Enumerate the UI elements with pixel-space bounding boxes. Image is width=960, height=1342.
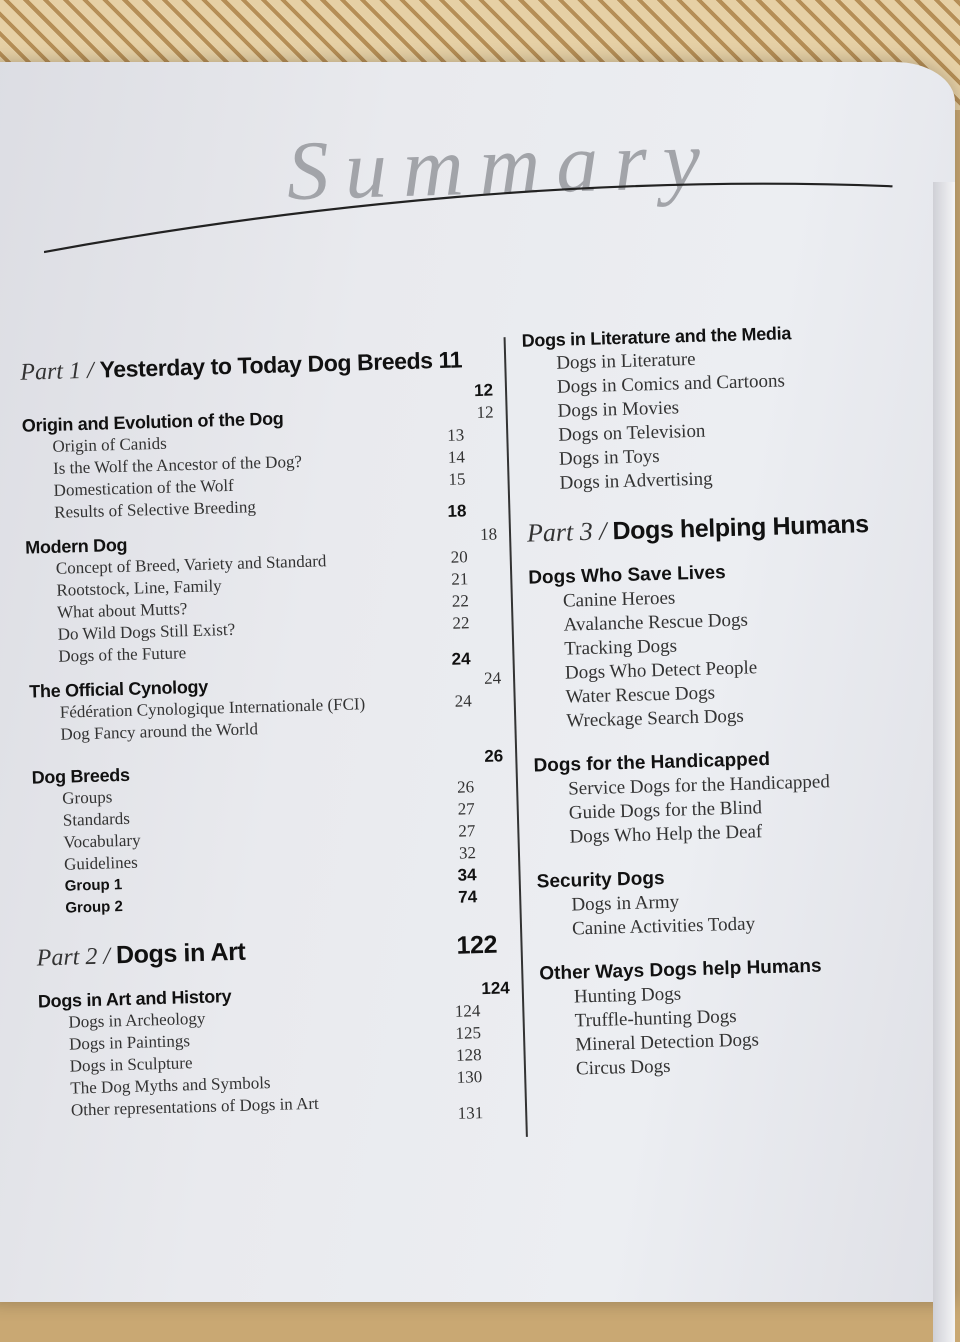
page-title: Summary (285, 113, 718, 219)
section-title: Dogs Who Save Lives (527, 562, 726, 589)
item-label: Dogs in Comics and Cartoons (556, 370, 786, 398)
item-page: 124 (454, 1001, 481, 1021)
section-title: Modern Dog (24, 534, 128, 558)
part-1-prefix: Part 1 / (19, 357, 95, 386)
section-page: 26 (484, 746, 504, 766)
section-page: 12 (473, 380, 494, 401)
item-label: Dogs in Army (571, 891, 680, 916)
item-label: Dogs on Television (558, 420, 706, 446)
section-title: Other Ways Dogs help Humans (539, 955, 822, 985)
item-page: 27 (457, 799, 475, 819)
item-label: Dogs in Literature (556, 348, 696, 374)
item-page: 130 (456, 1067, 483, 1087)
part-1-title: Yesterday to Today Dog Breeds (99, 347, 433, 383)
item-label: What about Mutts? (56, 599, 188, 622)
item-label: Other representations of Dogs in Art (70, 1093, 320, 1120)
item-label: Canine Heroes (562, 587, 676, 612)
item-label: Dogs in Movies (557, 397, 680, 422)
item-label: Tracking Dogs (563, 635, 678, 660)
section-page: 24 (451, 649, 471, 669)
item-page: 24 (483, 668, 502, 688)
item-page: 125 (455, 1023, 482, 1043)
item-label: Vocabulary (63, 830, 141, 852)
group-label: Group 2 (65, 898, 124, 917)
title-swoosh (42, 148, 904, 262)
section-page: 18 (447, 501, 467, 521)
item-page: 21 (451, 569, 469, 589)
section-title: Origin and Evolution of the Dog (21, 408, 284, 436)
item-label: Dogs in Paintings (68, 1031, 191, 1054)
section-title: Dogs in Art and History (37, 986, 232, 1012)
item-label: Domestication of the Wolf (53, 475, 234, 500)
item-label: Dog Fancy around the World (60, 719, 259, 744)
group-label: Group 1 (64, 876, 123, 895)
part-3-title: Dogs helping Humans (612, 510, 870, 546)
item-label: Fédération Cynologique Internationale (FCI) (59, 694, 366, 722)
item-label: Hunting Dogs (573, 983, 682, 1008)
item-label: Origin of Canids (52, 433, 167, 456)
item-label: Dogs Who Help the Deaf (569, 821, 763, 848)
section-title: The Official Cynology (28, 676, 209, 702)
item-page: 13 (447, 425, 465, 445)
section-title: Dog Breeds (31, 764, 130, 788)
item-label: Guidelines (63, 852, 138, 874)
item-page: 18 (479, 524, 498, 544)
item-label: Truffle-hunting Dogs (574, 1005, 737, 1032)
section-page: 124 (481, 978, 510, 999)
item-label: Dogs Who Detect People (564, 657, 758, 684)
item-page: 27 (458, 821, 476, 841)
part-3-prefix: Part 3 / (526, 516, 607, 548)
item-page: 12 (476, 402, 494, 423)
item-page: 14 (447, 447, 466, 467)
item-label: Avalanche Rescue Dogs (563, 609, 749, 636)
item-page: 128 (455, 1045, 482, 1065)
section-title: Dogs in Literature and the Media (521, 323, 792, 351)
item-label: Wreckage Search Dogs (566, 705, 745, 732)
item-label: Concept of Breed, Variety and Standard (55, 551, 327, 578)
part-1-page: 11 (438, 346, 463, 374)
group-page: 74 (457, 887, 478, 907)
item-label: Mineral Detection Dogs (575, 1029, 760, 1056)
item-label: Canine Activities Today (571, 913, 756, 940)
item-label: Do Wild Dogs Still Exist? (57, 619, 236, 644)
item-label: Water Rescue Dogs (565, 682, 716, 708)
item-page: 131 (457, 1103, 484, 1123)
item-label: The Dog Myths and Symbols (70, 1073, 271, 1098)
item-page: 22 (452, 613, 470, 633)
item-page: 20 (450, 547, 468, 567)
part-2-prefix: Part 2 / (36, 943, 111, 972)
item-page: 32 (458, 843, 477, 863)
item-label: Circus Dogs (575, 1055, 671, 1080)
item-page: 24 (454, 691, 472, 711)
item-page: 22 (451, 591, 470, 611)
item-label: Dogs of the Future (58, 643, 187, 666)
section-title: Dogs for the Handicapped (533, 748, 771, 777)
item-page: 26 (456, 777, 475, 797)
item-label: Dogs in Advertising (559, 468, 713, 494)
left-column (20, 341, 521, 1122)
item-label: Standards (62, 808, 131, 830)
item-label: Service Dogs for the Handicapped (567, 771, 831, 800)
part-2-title: Dogs in Art (115, 937, 246, 970)
item-label: Dogs in Sculpture (69, 1053, 193, 1076)
item-label: Groups (61, 787, 113, 808)
item-label: Dogs in Archeology (68, 1008, 206, 1032)
item-page: 15 (448, 469, 466, 489)
section-title: Security Dogs (536, 867, 665, 893)
item-label: Guide Dogs for the Blind (568, 797, 763, 824)
item-label: Is the Wolf the Ancestor of the Dog? (52, 451, 303, 478)
group-page: 34 (457, 865, 477, 885)
item-label: Results of Selective Breeding (54, 497, 257, 522)
part-2-page: 122 (456, 930, 498, 960)
item-label: Dogs in Toys (558, 445, 660, 470)
item-label: Rootstock, Line, Family (56, 576, 222, 600)
right-column (521, 318, 942, 1083)
